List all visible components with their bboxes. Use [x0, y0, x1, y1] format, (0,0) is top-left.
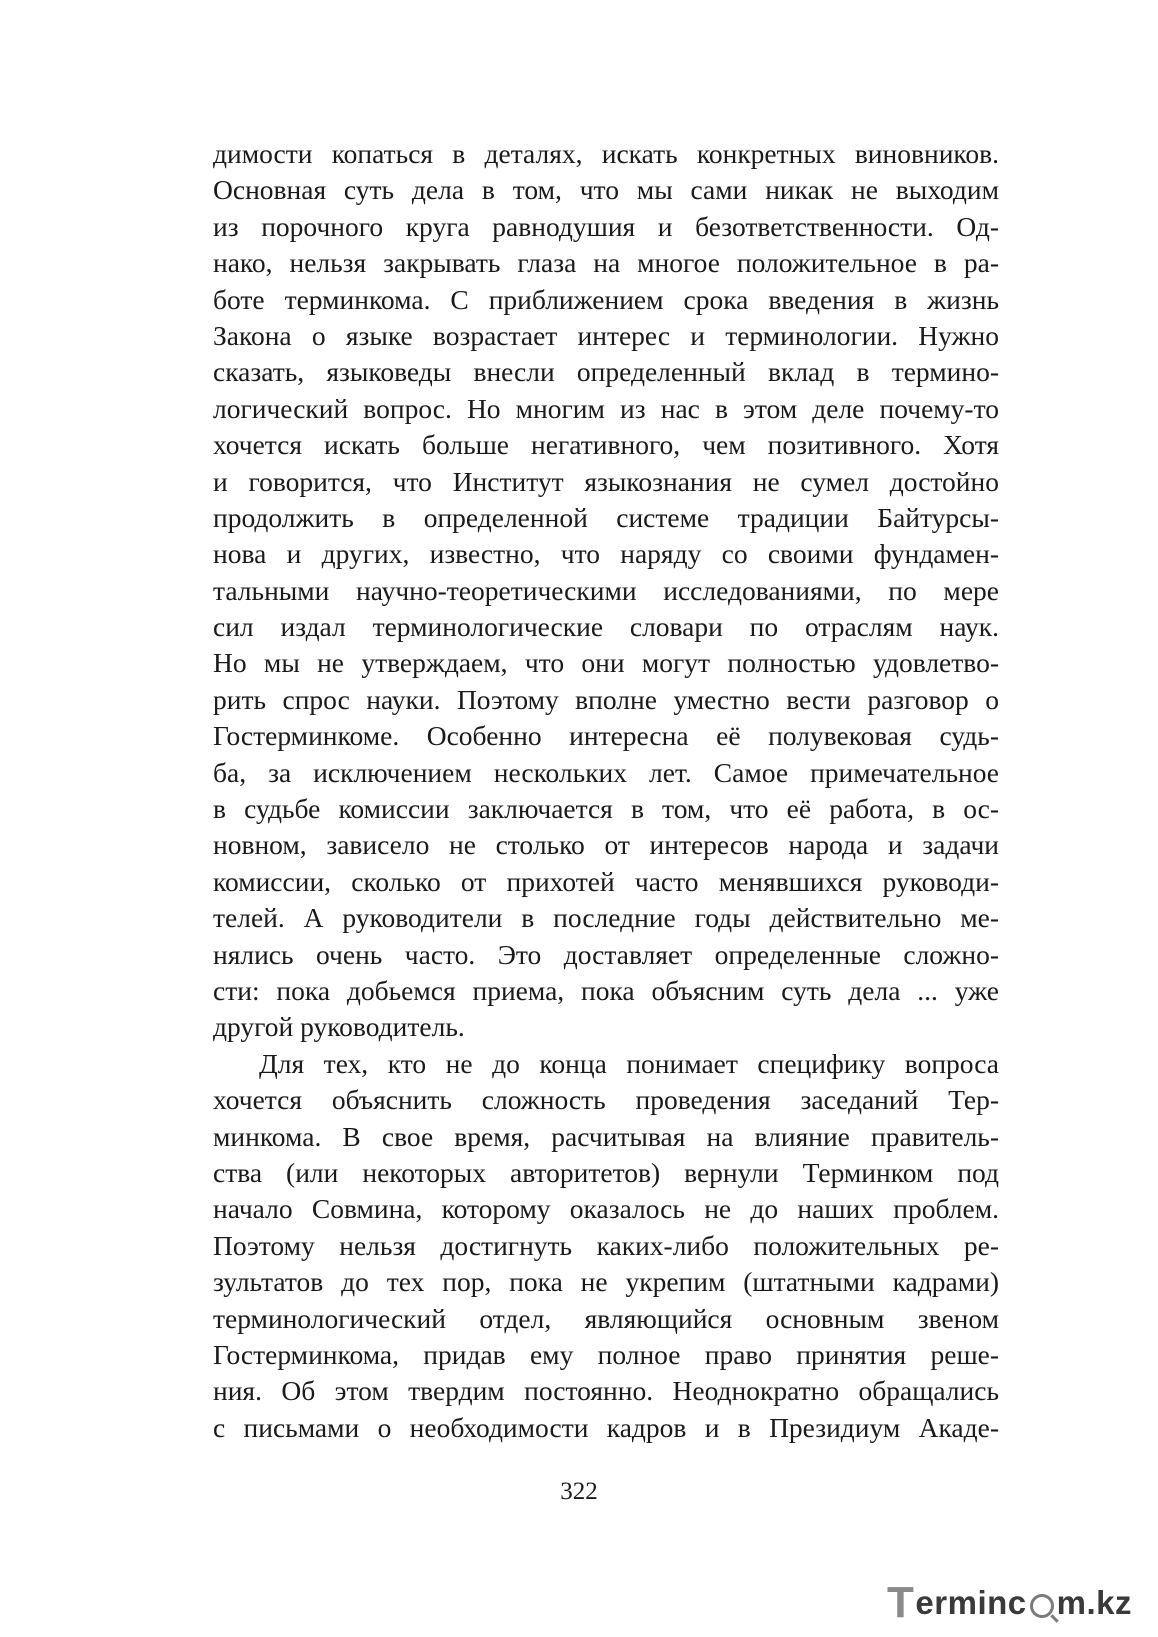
text-line: Гостерминкома, придав ему полное право принятия реше-: [213, 1338, 999, 1370]
watermark-text-part2: m.kz: [1056, 1584, 1132, 1621]
text-line: и говорится, что Институт языкознания не сумел достойно: [213, 465, 999, 497]
text-line: рить спрос науки. Поэтому вполне уместно вести разговор о: [213, 683, 999, 715]
text-line: боте терминкома. С приближением срока введения в жизнь: [213, 283, 999, 315]
text-line: сказать, языковеды внесли определенный вклад в термино-: [213, 356, 999, 388]
text-line: хочется объяснить сложность проведения заседаний Тер-: [213, 1084, 999, 1116]
text-line: Поэтому нельзя достигнуть каких-либо положительных ре-: [213, 1229, 999, 1261]
text-line: комиссии, сколько от прихотей часто менявшихся руководи-: [213, 865, 999, 897]
text-line: сил издал терминологические словари по отраслям наук.: [213, 611, 999, 643]
text-line: терминологический отдел, являющийся основным звеном: [213, 1302, 999, 1334]
text-line: логический вопрос. Но многим из нас в этом деле почему-то: [213, 392, 999, 424]
termincom-watermark-logo: [887, 1578, 1132, 1627]
text-line: тальными научно-теоретическими исследованиями, по мере: [213, 574, 999, 606]
text-line: начало Совмина, которому оказалось не до наших проблем.: [213, 1193, 999, 1225]
text-line: ства (или некоторых авторитетов) вернули Терминком под: [213, 1156, 999, 1188]
text-line: нова и других, известно, что наряду со своими фундамен-: [213, 538, 999, 570]
text-line: Но мы не утверждаем, что они могут полностью удовлетво-: [213, 647, 999, 679]
text-line: Основная суть дела в том, что мы сами никак не выходим: [213, 174, 999, 206]
magnifier-icon: [1030, 1594, 1054, 1618]
page-number: 322: [560, 1478, 598, 1505]
text-line: нялись очень часто. Это доставляет определенные сложно-: [213, 938, 999, 970]
text-line: хочется искать больше негативного, чем позитивного. Хотя: [213, 429, 999, 461]
text-line: зультатов до тех пор, пока не укрепим (штатными кадрами): [213, 1266, 999, 1298]
text-line: другой руководитель.: [213, 1011, 465, 1043]
text-line: минкома. В свое время, расчитывая на влияние правитель-: [213, 1120, 999, 1152]
text-line: Закона о языке возрастает интерес и терминологии. Нужно: [213, 319, 999, 351]
text-line: продолжить в определенной системе традиции Байтурсы-: [213, 501, 999, 533]
text-line: с письмами о необходимости кадров и в Президиум Акаде-: [213, 1411, 999, 1443]
text-line: из порочного круга равнодушия и безответственности. Од-: [213, 210, 999, 242]
watermark-letter-t: T: [887, 1578, 915, 1627]
text-line: новном, зависело не столько от интересов народа и задачи: [213, 829, 999, 861]
text-line: телей. А руководители в последние годы действительно ме-: [213, 902, 999, 934]
text-line: Гостерминкоме. Особенно интересна её полувековая судь-: [213, 720, 999, 752]
text-line: нако, нельзя закрывать глаза на многое положительное в ра-: [213, 247, 999, 279]
watermark-text-part1: erminc: [915, 1584, 1027, 1621]
page-text-body: [213, 136, 999, 1446]
text-line: сти: пока добьемся приема, пока объясним суть дела ... уже: [213, 974, 999, 1006]
text-line: димости копаться в деталях, искать конкретных виновников.: [213, 138, 999, 169]
text-line-paragraph-start: Для тех, кто не до конца понимает специфику вопроса: [259, 1047, 999, 1079]
text-line: в судьбе комиссии заключается в том, что её работа, в ос-: [213, 793, 999, 825]
text-line: ния. Об этом твердим постоянно. Неоднократно обращались: [213, 1375, 999, 1407]
text-line: ба, за исключением нескольких лет. Самое примечательное: [213, 756, 999, 788]
